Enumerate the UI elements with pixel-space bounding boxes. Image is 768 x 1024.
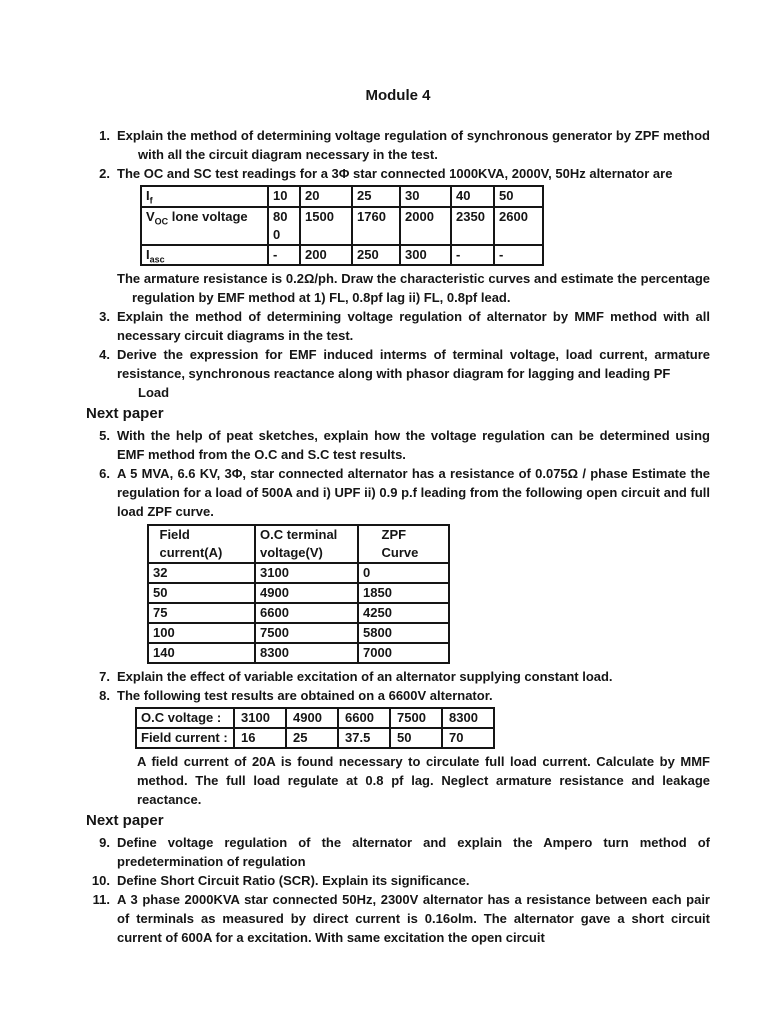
question-number: 9. [99,835,110,851]
table-row [148,603,449,623]
table-row [141,207,543,245]
page-title: Module 4 [365,87,431,104]
value-cell: 3100 [255,563,358,583]
value-cell: 32 [148,563,255,583]
value-cell: 50 [494,186,543,207]
value-cell: 300 [400,245,451,266]
value-cell: 7500 [390,708,442,728]
value-cell: 50 [390,728,442,748]
value-cell: 1760 [352,207,400,245]
section-heading-next-paper: Next paper [86,405,164,423]
section-heading-next-paper: Next paper [86,812,164,830]
question-text: A 3 phase 2000KVA star connected 50Hz, 2300V alternator has a resistance between each pair of terminals as measured by direct current is 0.16olm. The alternator gave a short circuit current of 600A for a excitation. With same excitation the open circuit [117,892,710,946]
value-cell: 50 [148,583,255,603]
value-cell: 1850 [358,583,449,603]
table-row [141,245,543,266]
question-number: 1. [99,128,110,143]
table-row [136,708,494,728]
value-cell: 4900 [255,583,358,603]
value-cell: 8300 [255,643,358,663]
value-cell: 10 [268,186,300,207]
question-text: With the help of peat sketches, explain how the voltage regulation can be determined using EMF method from the O.C and S.C test results. [117,428,710,463]
question-2 [86,164,710,183]
value-cell: 25 [352,186,400,207]
question-5 [86,426,710,464]
table-row [148,563,449,583]
value-cell: 250 [352,245,400,266]
question-text: Derive the expression for EMF induced interms of terminal voltage, load current, armature resistance, synchronous reactance along with phasor diagram for lagging and leading PF Load [117,347,710,401]
value-cell: 5800 [358,623,449,643]
value-cell: 100 [148,623,255,643]
value-cell: 200 [300,245,352,266]
value-cell: 75 [148,603,255,623]
row-label-cell: $I_{asc}$ [141,245,268,266]
column-header: Field current(A) [148,525,255,563]
question-text: Define Short Circuit Ratio (SCR). Explain its significance. [117,873,470,889]
question-text: Explain the effect of variable excitation of an alternator supplying constant load. [117,669,613,685]
question-1 [86,126,710,164]
value-cell: 0 [358,563,449,583]
value-cell: 37.5 [338,728,390,748]
table-row [148,583,449,603]
question-8 [86,686,710,705]
row-label-cell: O.C voltage : [136,708,234,728]
value-cell: 3100 [234,708,286,728]
question-number: 2. [99,166,110,181]
note-field-current: A field current of 20A is found necessary to circulate full load current. Calculate by MMF method. The full load regulate at 0.8 pf lag. Neglect armature resistance and leakage reactance. [137,754,710,808]
value-cell: 140 [148,643,255,663]
question-number: 4. [99,347,110,363]
table-row [148,643,449,663]
value-cell: 2600 [494,207,543,245]
question-text: The following test results are obtained on a 6600V alternator. [117,688,493,704]
value-cell: 7500 [255,623,358,643]
question-text: Define voltage regulation of the alternator and explain the Ampero turn method of predetermination of regulation [117,835,710,870]
question-number: 5. [99,428,110,444]
question-number: 10. [91,873,110,889]
value-cell: 6600 [255,603,358,623]
value-cell: 40 [451,186,494,207]
question-7 [86,667,710,686]
question-number: 6. [99,466,110,482]
question-text: Explain the method of determining voltage regulation of synchronous generator by ZPF method with all the circuit diagram necessary in the test. [117,128,710,162]
value-cell: 30 [400,186,451,207]
row-label-cell: Field current : [136,728,234,748]
table-row [148,623,449,643]
question-3 [86,307,710,345]
question-10 [86,871,710,890]
value-cell: 20 [300,186,352,207]
note-armature-resistance: The armature resistance is 0.2Ω/ph. Draw the characteristic curves and estimate the percentage regulation by EMF method at 1) FL, 0.8pf lag ii) FL, 0.8pf lead. [117,271,710,306]
row-label-cell: $V_{OC}$ lone voltage [141,207,268,245]
question-text: The OC and SC test readings for a 3Φ star connected 1000KVA, 2000V, 50Hz alternator are [117,166,673,181]
value-cell: - [451,245,494,266]
oc-sc-test-table [140,185,544,266]
value-cell: 2000 [400,207,451,245]
value-cell: - [268,245,300,266]
table-row [141,186,543,207]
value-cell: 8300 [442,708,494,728]
value-cell: 70 [442,728,494,748]
question-9 [86,833,710,871]
value-cell: 2350 [451,207,494,245]
value-cell: - [494,245,543,266]
value-cell: 25 [286,728,338,748]
question-11 [86,890,710,947]
value-cell: 7000 [358,643,449,663]
question-text: Explain the method of determining voltage regulation of alternator by MMF method with all necessary circuit diagrams in the test. [117,309,710,344]
row-label-cell: $I_f$ [141,186,268,207]
value-cell: 6600 [338,708,390,728]
question-text: A 5 MVA, 6.6 KV, 3Φ, star connected alternator has a resistance of 0.075Ω / phase Estimate the regulation for a load of 500A and i) UPF ii) 0.9 p.f leading from the following open circuit and full load ZPF curve. [117,466,710,520]
column-header: O.C terminal voltage(V) [255,525,358,563]
table-header-row [148,525,449,563]
question-number: 7. [99,669,110,685]
value-cell: 1500 [300,207,352,245]
value-cell: 800 [268,207,300,245]
value-cell: 4900 [286,708,338,728]
question-6 [86,464,710,521]
question-subline: Load [138,385,170,401]
value-cell: 4250 [358,603,449,623]
question-number: 8. [99,688,110,704]
question-4 [86,345,710,402]
zpf-curve-table [147,524,450,664]
question-number: 3. [99,309,110,325]
question-number: 11. [92,892,110,908]
oc-voltage-field-current-table [135,707,495,749]
column-header: ZPF Curve [358,525,449,563]
value-cell: 16 [234,728,286,748]
table-row [136,728,494,748]
